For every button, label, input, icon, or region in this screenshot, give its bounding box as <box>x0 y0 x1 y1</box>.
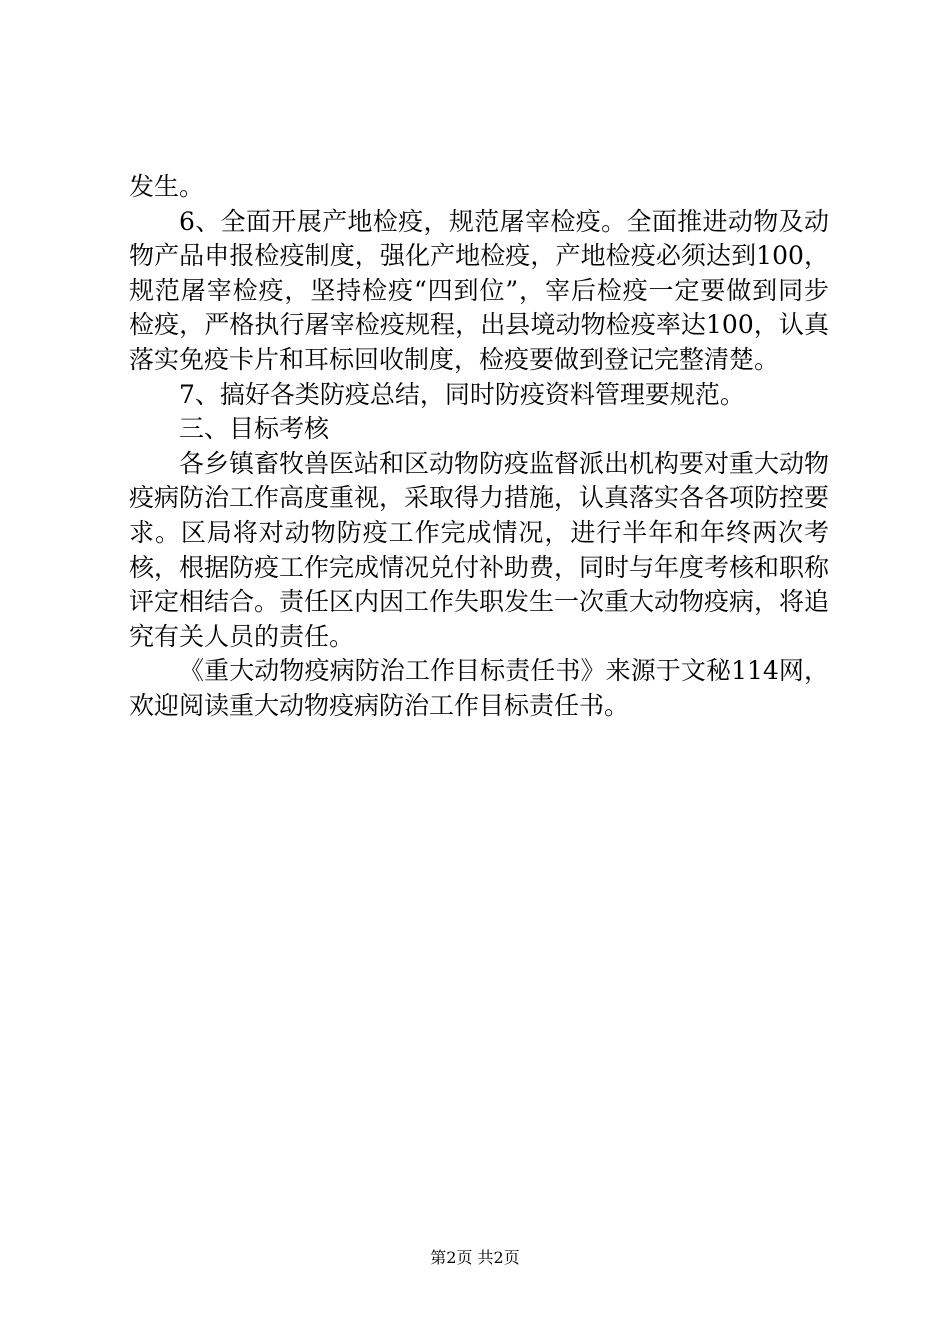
paragraph-continuation: 发生。 <box>129 172 205 201</box>
document-body <box>129 170 829 724</box>
paragraph-source-note: 《重大动物疫病防治工作目标责任书》来源于文秘114网，欢迎阅读重大动物疫病防治工作目标责任书。 <box>129 656 829 720</box>
section-heading-target-assessment: 三、目标考核 <box>179 414 330 444</box>
paragraph-item-6: 6、全面开展产地检疫，规范屠宰检疫。全面推进动物及动物产品申报检疫制度，强化产地检疫，产地检疫必须达到100，规范屠宰检疫，坚持检疫“四到位”，宰后检疫一定要做到同步检疫，严格执行屠宰检疫规程，出县境动物检疫率达100，认真落实免疫卡片和耳标回收制度，检疫要做到登记完整清楚。 <box>129 206 829 374</box>
paragraph-item-7: 7、搞好各类防疫总结，同时防疫资料管理要规范。 <box>179 379 745 409</box>
page-number-footer: 第2页 共2页 <box>430 1248 520 1267</box>
paragraph-assessment: 各乡镇畜牧兽医站和区动物防疫监督派出机构要对重大动物疫病防治工作高度重视，采取得力措施，认真落实各各项防控要求。区局将对动物防疫工作完成情况，进行半年和年终两次考核，根据防疫工作完成情况兑付补助费，同时与年度考核和职称评定相结合。责任区内因工作失职发生一次重大动物疫病，将追究有关人员的责任。 <box>129 448 830 651</box>
